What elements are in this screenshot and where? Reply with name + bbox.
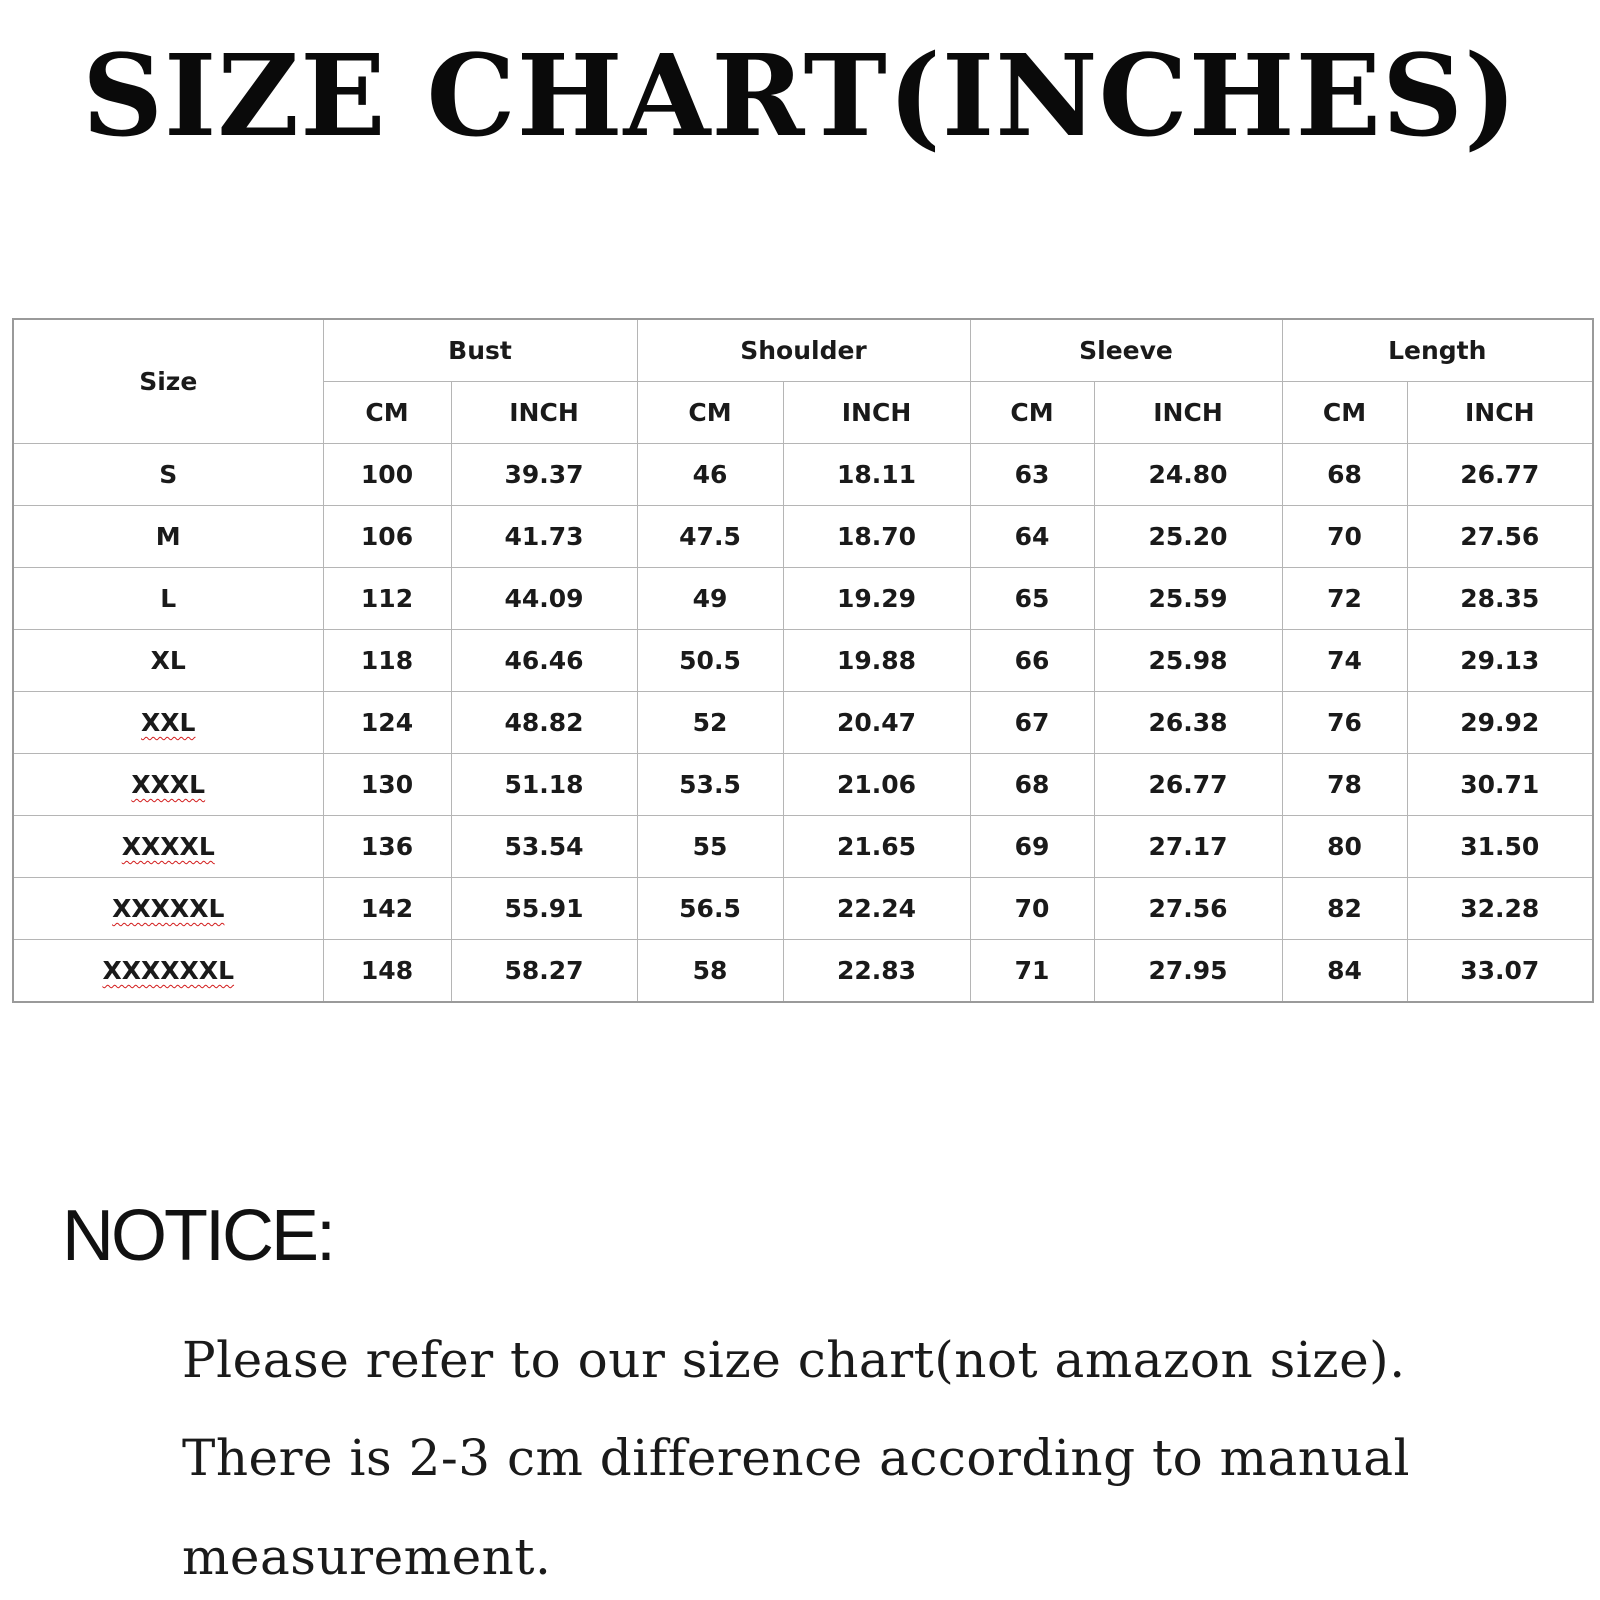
unit-header-sleeve-cm: CM <box>970 382 1094 444</box>
value-cell: 66 <box>970 630 1094 692</box>
value-cell: 69 <box>970 816 1094 878</box>
value-cell: 106 <box>323 506 451 568</box>
value-cell: 29.13 <box>1407 630 1593 692</box>
value-cell: 25.98 <box>1094 630 1282 692</box>
value-cell: 70 <box>1282 506 1407 568</box>
unit-header-shoulder-cm: CM <box>637 382 783 444</box>
size-cell <box>13 940 323 1003</box>
table-row <box>13 754 1593 816</box>
value-cell: 47.5 <box>637 506 783 568</box>
size-cell <box>13 878 323 940</box>
group-header-length: Length <box>1282 319 1593 382</box>
value-cell: 18.11 <box>783 444 970 506</box>
value-cell: 58.27 <box>451 940 637 1003</box>
group-header-bust: Bust <box>323 319 637 382</box>
value-cell: 68 <box>1282 444 1407 506</box>
value-cell: 84 <box>1282 940 1407 1003</box>
table-row <box>13 940 1593 1003</box>
group-header-shoulder: Shoulder <box>637 319 970 382</box>
value-cell: 118 <box>323 630 451 692</box>
value-cell: 53.5 <box>637 754 783 816</box>
value-cell: 142 <box>323 878 451 940</box>
size-cell: XL <box>13 630 323 692</box>
table-row <box>13 692 1593 754</box>
group-header-row <box>13 319 1593 382</box>
table-row <box>13 444 1593 506</box>
value-cell: 24.80 <box>1094 444 1282 506</box>
value-cell: 32.28 <box>1407 878 1593 940</box>
unit-header-length-inch: INCH <box>1407 382 1593 444</box>
unit-header-bust-inch: INCH <box>451 382 637 444</box>
value-cell: 71 <box>970 940 1094 1003</box>
size-cell: S <box>13 444 323 506</box>
value-cell: 25.59 <box>1094 568 1282 630</box>
value-cell: 39.37 <box>451 444 637 506</box>
table-row <box>13 568 1593 630</box>
value-cell: 136 <box>323 816 451 878</box>
value-cell: 50.5 <box>637 630 783 692</box>
value-cell: 27.17 <box>1094 816 1282 878</box>
value-cell: 80 <box>1282 816 1407 878</box>
unit-header-length-cm: CM <box>1282 382 1407 444</box>
value-cell: 29.92 <box>1407 692 1593 754</box>
size-cell <box>13 754 323 816</box>
table-row <box>13 630 1593 692</box>
value-cell: 148 <box>323 940 451 1003</box>
size-label: XXXL <box>131 770 206 799</box>
value-cell: 28.35 <box>1407 568 1593 630</box>
table-row <box>13 506 1593 568</box>
notice-heading: NOTICE: <box>62 1196 334 1276</box>
unit-header-sleeve-inch: INCH <box>1094 382 1282 444</box>
value-cell: 44.09 <box>451 568 637 630</box>
value-cell: 22.83 <box>783 940 970 1003</box>
value-cell: 78 <box>1282 754 1407 816</box>
notice-line: Please refer to our size chart(not amazon size). <box>182 1331 1406 1389</box>
size-cell <box>13 816 323 878</box>
value-cell: 52 <box>637 692 783 754</box>
group-header-sleeve: Sleeve <box>970 319 1282 382</box>
value-cell: 58 <box>637 940 783 1003</box>
value-cell: 25.20 <box>1094 506 1282 568</box>
value-cell: 70 <box>970 878 1094 940</box>
value-cell: 20.47 <box>783 692 970 754</box>
value-cell: 64 <box>970 506 1094 568</box>
table-row <box>13 816 1593 878</box>
value-cell: 56.5 <box>637 878 783 940</box>
value-cell: 19.88 <box>783 630 970 692</box>
size-label: XXXXXXL <box>102 956 235 985</box>
unit-header-bust-cm: CM <box>323 382 451 444</box>
size-label: XXXXXL <box>112 894 225 923</box>
value-cell: 82 <box>1282 878 1407 940</box>
value-cell: 22.24 <box>783 878 970 940</box>
value-cell: 55.91 <box>451 878 637 940</box>
value-cell: 55 <box>637 816 783 878</box>
value-cell: 48.82 <box>451 692 637 754</box>
value-cell: 19.29 <box>783 568 970 630</box>
value-cell: 27.56 <box>1407 506 1593 568</box>
size-chart-table <box>12 318 1594 1003</box>
table-body <box>13 444 1593 1003</box>
value-cell: 26.38 <box>1094 692 1282 754</box>
value-cell: 30.71 <box>1407 754 1593 816</box>
value-cell: 124 <box>323 692 451 754</box>
value-cell: 72 <box>1282 568 1407 630</box>
size-label: XXXXL <box>121 832 215 861</box>
value-cell: 63 <box>970 444 1094 506</box>
table-row <box>13 878 1593 940</box>
size-column-header: Size <box>13 319 323 444</box>
value-cell: 46 <box>637 444 783 506</box>
value-cell: 67 <box>970 692 1094 754</box>
value-cell: 76 <box>1282 692 1407 754</box>
value-cell: 100 <box>323 444 451 506</box>
value-cell: 26.77 <box>1407 444 1593 506</box>
value-cell: 18.70 <box>783 506 970 568</box>
size-cell <box>13 692 323 754</box>
value-cell: 31.50 <box>1407 816 1593 878</box>
value-cell: 33.07 <box>1407 940 1593 1003</box>
size-label: XXL <box>141 708 196 737</box>
value-cell: 74 <box>1282 630 1407 692</box>
value-cell: 53.54 <box>451 816 637 878</box>
value-cell: 46.46 <box>451 630 637 692</box>
page-title: SIZE CHART(INCHES) <box>82 31 1518 162</box>
unit-header-shoulder-inch: INCH <box>783 382 970 444</box>
notice-line: measurement. <box>182 1528 552 1586</box>
value-cell: 26.77 <box>1094 754 1282 816</box>
value-cell: 21.65 <box>783 816 970 878</box>
value-cell: 65 <box>970 568 1094 630</box>
value-cell: 51.18 <box>451 754 637 816</box>
value-cell: 27.95 <box>1094 940 1282 1003</box>
value-cell: 27.56 <box>1094 878 1282 940</box>
value-cell: 130 <box>323 754 451 816</box>
value-cell: 49 <box>637 568 783 630</box>
value-cell: 68 <box>970 754 1094 816</box>
notice-line: There is 2-3 cm difference according to manual <box>182 1429 1411 1487</box>
value-cell: 112 <box>323 568 451 630</box>
value-cell: 41.73 <box>451 506 637 568</box>
size-cell: L <box>13 568 323 630</box>
table-header <box>13 319 1593 444</box>
value-cell: 21.06 <box>783 754 970 816</box>
size-cell: M <box>13 506 323 568</box>
